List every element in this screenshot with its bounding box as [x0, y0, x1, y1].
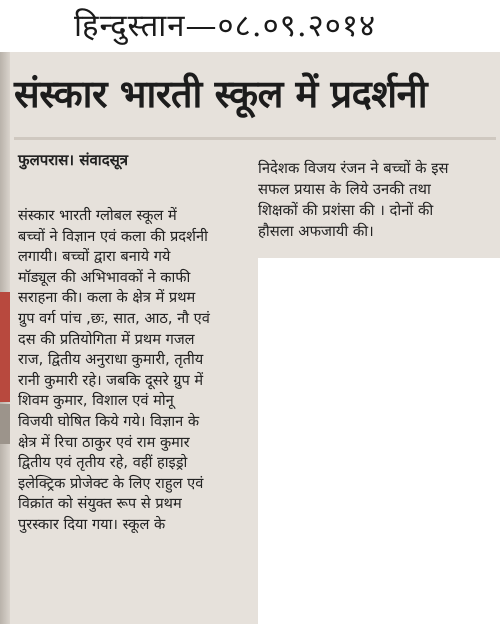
article-line: ग्रुप वर्ग पांच ,छः, सात, आठ, नौ एवं — [18, 309, 210, 327]
article-line: इलेक्ट्रिक प्रोजेक्ट के लिए राहुल एवं — [18, 474, 204, 492]
adjacent-red-block — [0, 292, 10, 402]
blank-area — [258, 258, 500, 624]
article-line: पुरस्कार दिया गया। स्कूल के — [18, 515, 166, 533]
article-line: लगायी। बच्चों द्वारा बनाये गये — [18, 248, 171, 266]
article-column-left — [18, 206, 248, 536]
article-line: विजयी घोषित किये गये। विज्ञान के — [18, 412, 200, 430]
article-line: सराहना की। कला के क्षेत्र में प्रथम — [18, 289, 196, 307]
article-line: शिक्षकों की प्रशंसा की । दोनों की — [258, 202, 434, 219]
article-line: शिवम कुमार, विशाल एवं मोनू — [18, 392, 174, 410]
article-line: क्षेत्र में रिचा ठाकुर एवं राम कुमार — [18, 433, 190, 451]
article-line: रानी कुमारी रहे। जबकि दूसरे ग्रुप में — [18, 371, 204, 389]
dateline-bar — [0, 0, 500, 52]
article-line: विक्रांत को संयुक्त रूप से प्रथम — [18, 495, 182, 513]
article-line: बच्चों ने विज्ञान एवं कला की प्रदर्शनी — [18, 227, 208, 245]
article-line: द्वितीय एवं तृतीय रहे, वहीं हाइड्रो — [18, 454, 188, 472]
adjacent-column-strip — [0, 52, 10, 624]
adjacent-grey-block — [0, 404, 10, 444]
article-line: सफल प्रयास के लिये उनकी तथा — [258, 181, 431, 198]
article-column-right — [258, 158, 494, 242]
article-line: हौसला अफजायी की। — [258, 223, 374, 240]
article-line: दस की प्रतियोगिता में प्रथम गजल — [18, 330, 195, 348]
byline: फुलपरास। संवादसूत्र — [18, 151, 129, 169]
article-line: निदेशक विजय रंजन ने बच्चों के इस — [258, 160, 449, 177]
article-line: मॉड्यूल की अभिभावकों ने काफी — [18, 268, 191, 286]
article-line: संस्कार भारती ग्लोबल स्कूल में — [18, 207, 177, 224]
headline-divider — [14, 137, 496, 140]
article-line: राज, द्वितीय अनुराधा कुमारी, तृतीय — [18, 351, 204, 369]
dateline-text: हिन्दुस्तान—०८.०९.२०१४ — [74, 8, 377, 44]
headline: संस्कार भारती स्कूल में प्रदर्शनी — [14, 72, 428, 116]
